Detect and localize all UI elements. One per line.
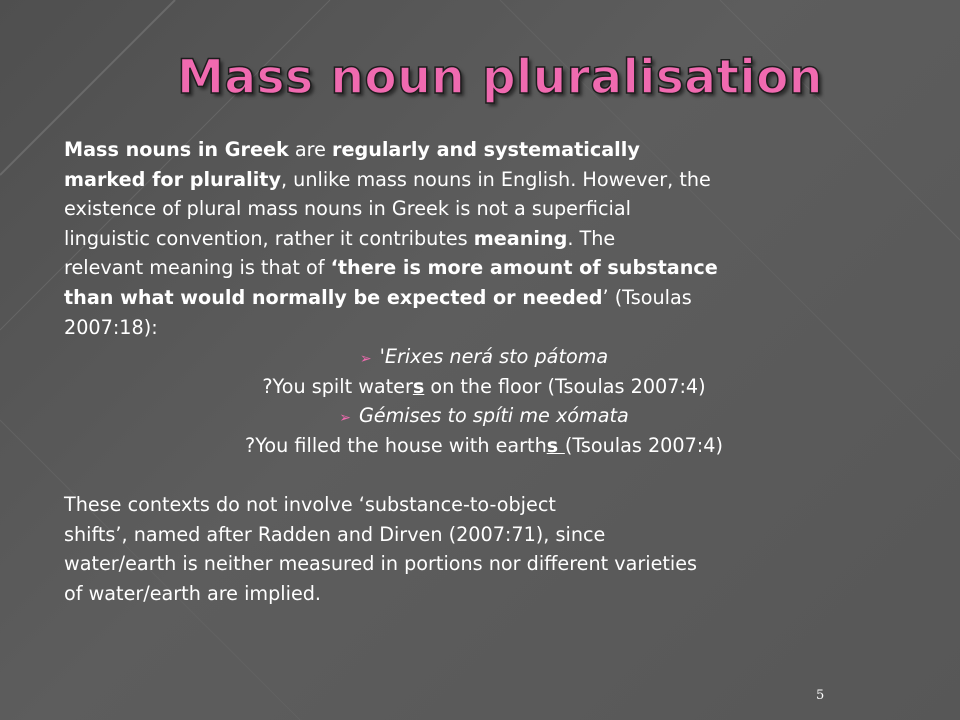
text-run: ‘there is more amount of substance [330,256,718,280]
text-run: regularly and systematically [331,138,640,161]
example-2-translation [64,431,904,461]
arrow-bullet-icon: ➢ [359,351,372,368]
text-run: , unlike mass nouns in English. However, the [280,167,711,191]
para1-line6 [64,283,904,313]
para1-line2 [64,165,904,195]
para1-line1 [64,135,904,165]
text-run: s [546,433,565,457]
text-run: ?You spilt water [262,374,413,398]
text-run: are [288,138,332,161]
example-2-greek [64,401,904,431]
text-run: (Tsoulas 2007:4) [564,433,723,457]
slide-body [64,135,904,609]
text-run: ’ (Tsoulas [602,285,692,309]
para1-line3: existence of plural mass nouns in Greek is not a superficial [64,197,631,221]
text-run: Gémises to spíti me xómata [358,404,629,428]
spacer [64,461,904,491]
text-run: . The [567,226,616,250]
text-run: relevant meaning is that of [64,256,331,280]
text-run: Mass nouns in Greek [64,138,289,161]
text-run: s [412,374,425,398]
text-run: 'Erixes nerá sto pátoma [379,345,609,369]
text-run: marked for plurality [64,167,281,191]
para2-line2: shifts’, named after Radden and Dirven (2007:71), since [64,522,606,546]
page-number: 5 [816,688,825,703]
para2-line4: of water/earth are implied. [64,581,322,605]
para1-line5 [64,253,904,283]
text-run: on the floor (Tsoulas 2007:4) [424,374,706,398]
text-run: than what would normally be expected or needed [64,285,603,309]
text-run: linguistic convention, rather it contributes [64,226,474,250]
arrow-bullet-icon: ➢ [339,410,351,427]
para1-line4 [64,224,904,254]
page-title: Mass noun pluralisation [177,50,823,105]
para2-line3: water/earth is neither measured in portions nor different varieties [64,552,698,576]
para2-line1: These contexts do not involve ‘substance-to-object [64,493,556,517]
para1-line7: 2007:18): [64,315,158,339]
example-1-translation [64,372,904,402]
text-run: ?You filled the house with earth [245,433,547,457]
example-1-greek [64,342,904,372]
text-run: meaning [473,226,568,250]
